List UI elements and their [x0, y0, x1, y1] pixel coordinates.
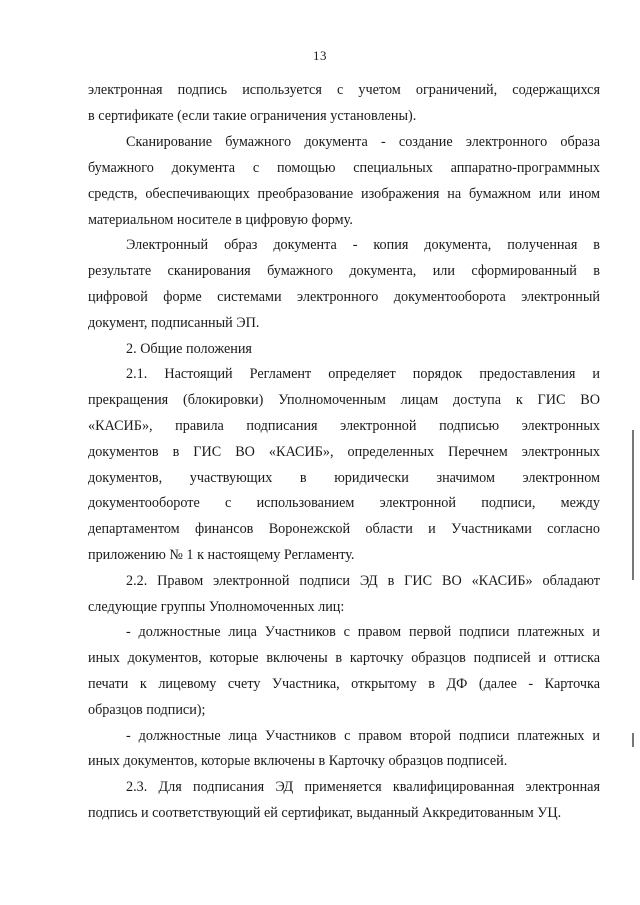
text-line: иных документов, которые включены в Карточку образцов подписей. [88, 753, 508, 769]
text-line: - должностные лица Участников с правом первой подписи платежных и [126, 624, 600, 640]
text-line: документов в ГИС ВО «КАСИБ», определенных Перечнем электронных [88, 444, 600, 460]
text-line: иных документов, которые включены в карточку образцов подписей и оттиска [88, 650, 600, 666]
text-line: 2.3. Для подписания ЭД применяется квалифицированная электронная [126, 779, 600, 795]
section-heading: 2. Общие положения [126, 341, 252, 357]
text-line: материальном носителе в цифровую форму. [88, 212, 353, 228]
text-line: подпись и соответствующий ей сертификат, выданный Аккредитованным УЦ. [88, 805, 562, 821]
text-line: цифровой форме системами электронного документооборота электронный [88, 289, 600, 305]
text-line: 2.1. Настоящий Регламент определяет порядок предоставления и [126, 366, 600, 382]
text-line: «КАСИБ», правила подписания электронной подписью электронных [88, 418, 600, 434]
text-line: средств, обеспечивающих преобразование изображения на бумажном или ином [88, 186, 600, 202]
text-line: электронная подпись используется с учетом ограничений, содержащихся [88, 82, 600, 98]
scan-edge-mark [632, 733, 634, 747]
text-line: прекращения (блокировки) Уполномоченным лицам доступа к ГИС ВО [88, 392, 600, 408]
scan-edge-mark [632, 430, 634, 580]
text-line: следующие группы Уполномоченных лиц: [88, 599, 345, 615]
text-line: бумажного документа с помощью специальных аппаратно-программных [88, 160, 600, 176]
text-line: - должностные лица Участников с правом второй подписи платежных и [126, 728, 600, 744]
text-line: результате сканирования бумажного документа, или сформированный в [88, 263, 600, 279]
text-line: документов, участвующих в юридически значимом электронном [88, 470, 600, 486]
text-line: документ, подписанный ЭП. [88, 315, 260, 331]
text-line: департаментом финансов Воронежской области и Участниками согласно [88, 521, 600, 537]
text-line: приложению № 1 к настоящему Регламенту. [88, 547, 355, 563]
text-line: Сканирование бумажного документа - создание электронного образа [126, 134, 600, 150]
text-line: печати к лицевому счету Участника, открытому в ДФ (далее - Карточка [88, 676, 600, 692]
text-line: образцов подписи); [88, 702, 206, 718]
text-line: 2.2. Правом электронной подписи ЭД в ГИС ВО «КАСИБ» обладают [126, 573, 600, 589]
text-line: в сертификате (если такие ограничения установлены). [88, 108, 417, 124]
text-line: Электронный образ документа - копия документа, полученная в [126, 237, 600, 253]
text-line: документообороте с использованием электронной подписи, между [88, 495, 600, 511]
page-number: 13 [313, 48, 327, 63]
